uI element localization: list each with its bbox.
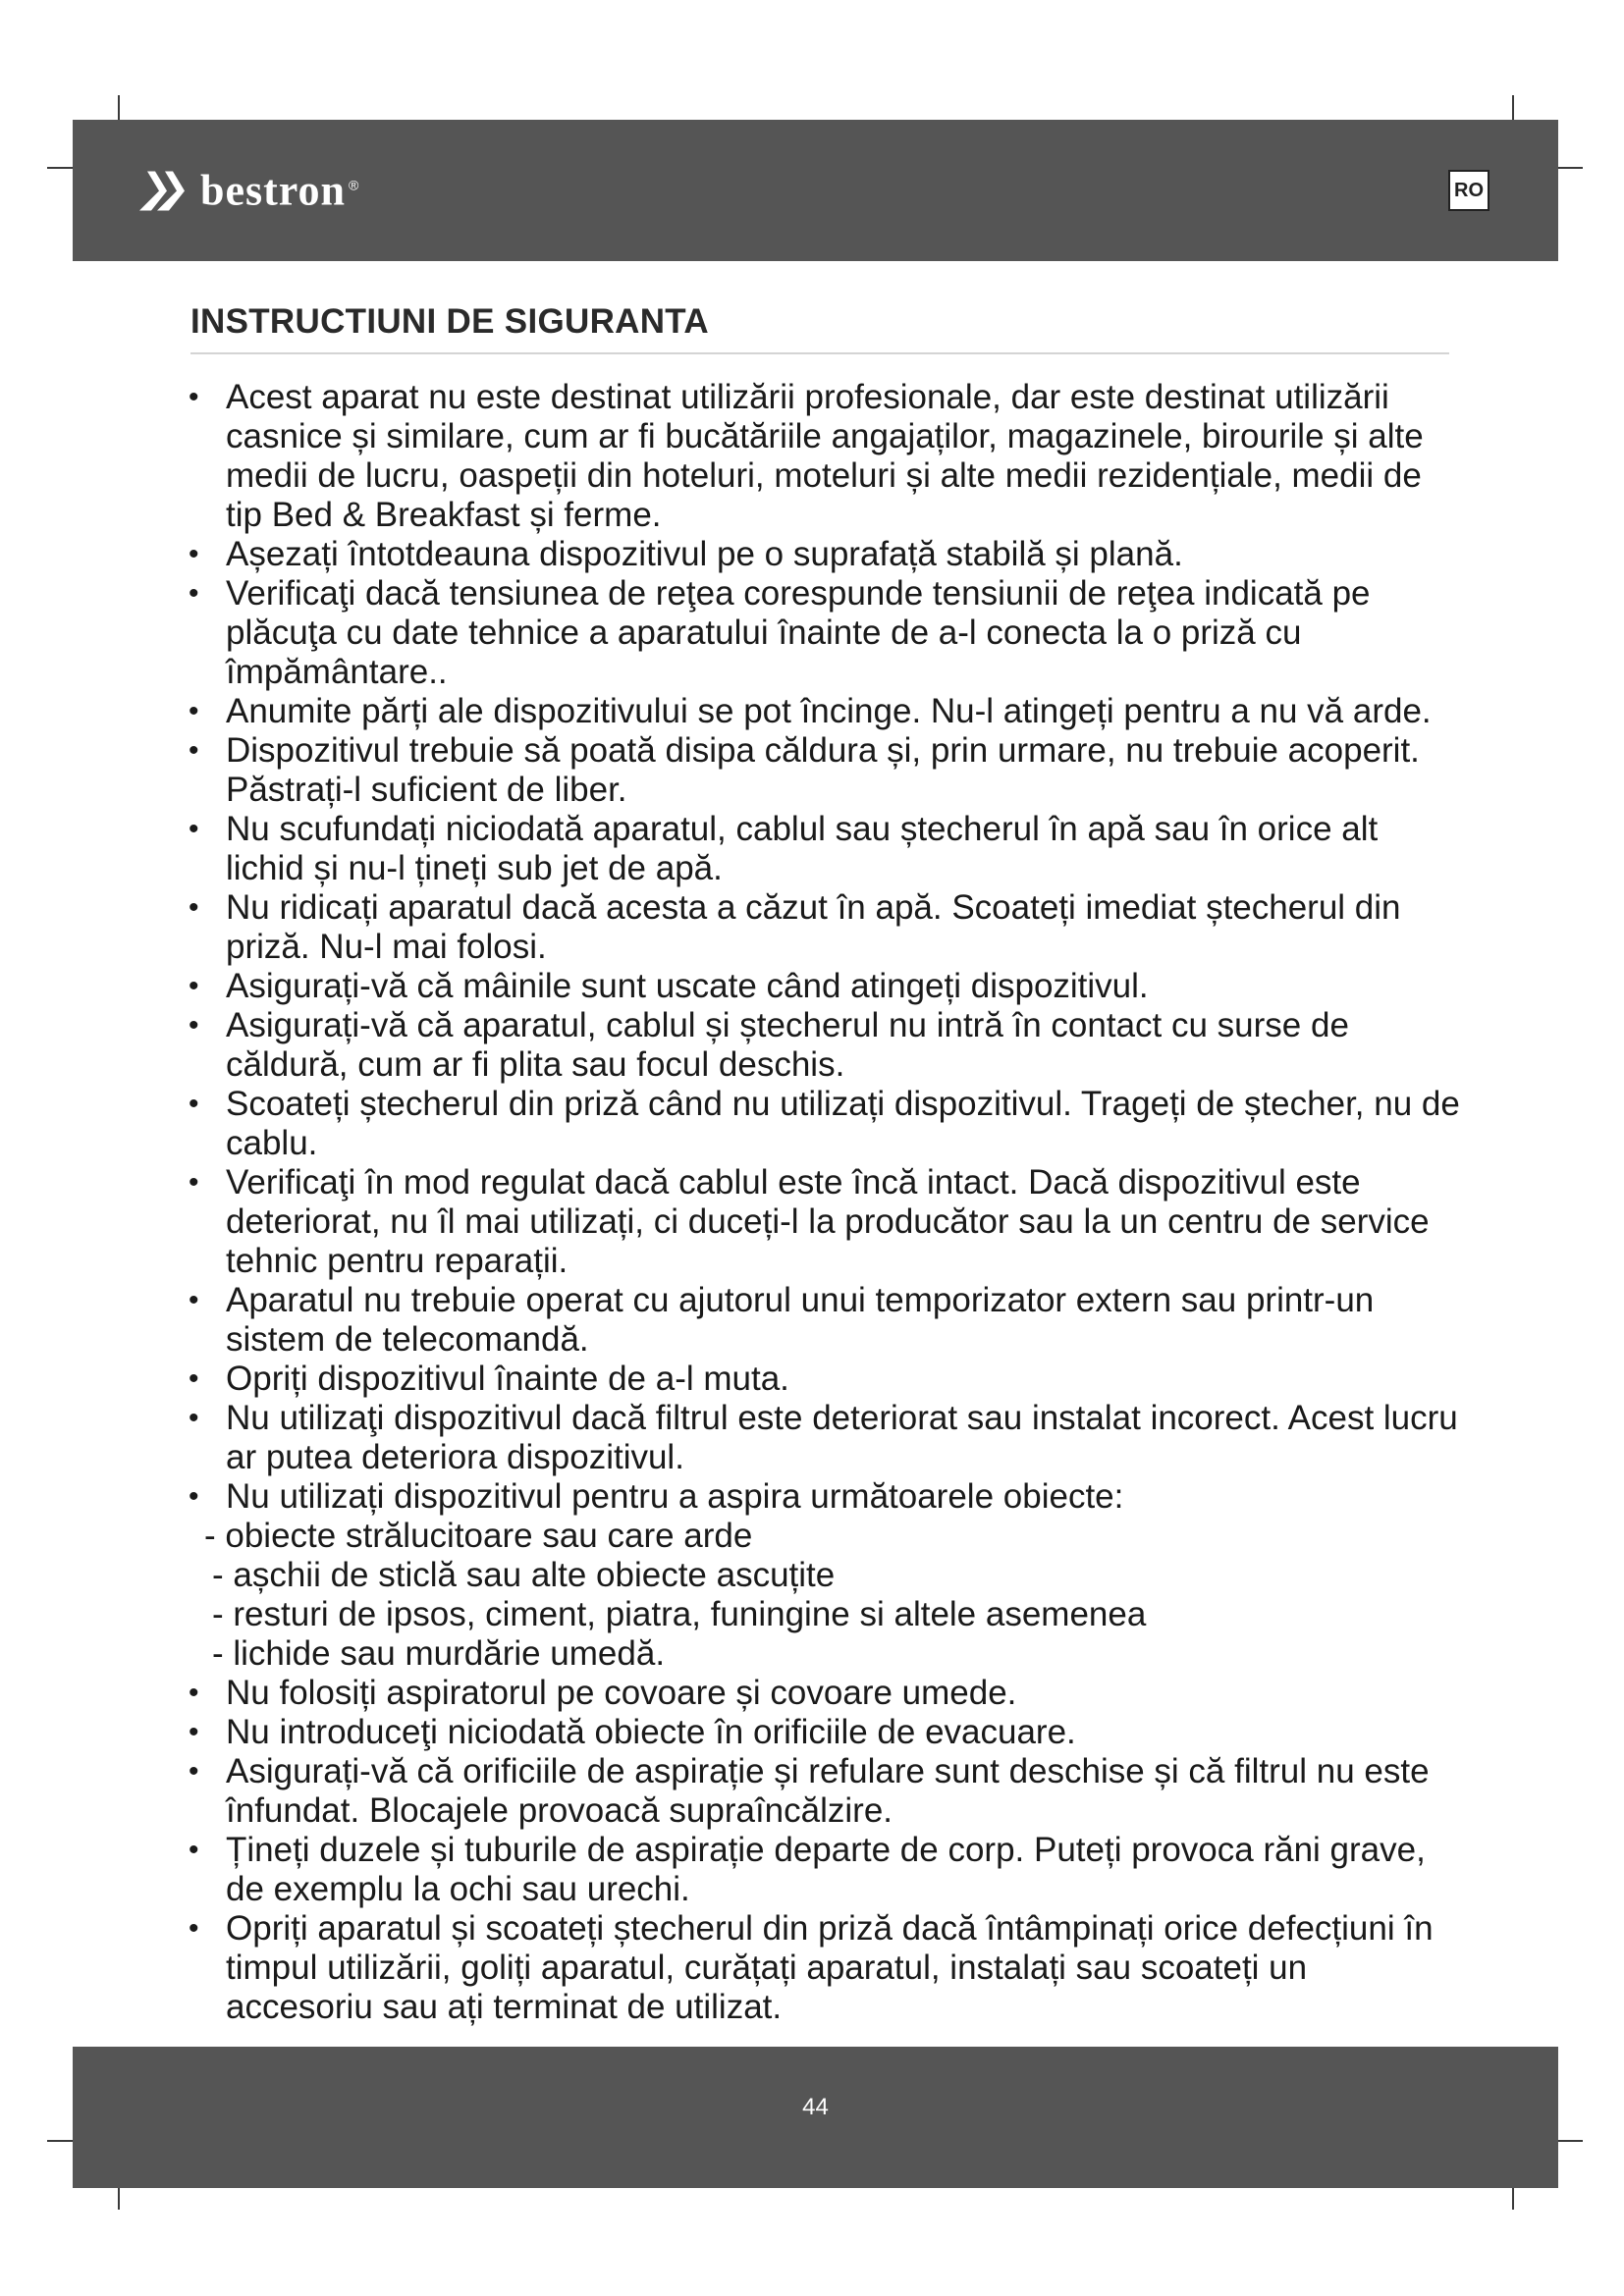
list-item: • Nu introduceţi niciodată obiecte în orificiile de evacuare. [185,1713,1461,1752]
list-item: • Așezați întotdeauna dispozitivul pe o suprafață stabilă și plană. [185,535,1461,574]
brand-name: bestron [200,166,346,215]
sub-list-item: - așchii de sticlă sau alte obiecte ascuțite [212,1556,836,1594]
list-item: • Asigurați-vă că orificiile de aspirație și refulare sunt deschise și că filtrul nu este înfundat. Blocajele provoacă supraîncălzire. [185,1752,1461,1831]
title-divider [190,352,1449,354]
list-item: • Asigurați-vă că aparatul, cablul și ștecherul nu intră în contact cu surse de căldură, cum ar fi plita sau focul deschis. [185,1006,1461,1085]
list-item: • Nu utilizaţi dispozitivul dacă filtrul este deteriorat sau instalat incorect. Acest lucru ar putea deteriora dispozitivul. [185,1399,1461,1477]
sub-list-item: - lichide sau murdărie umedă. [212,1634,666,1673]
section-title: INSTRUCTIUNI DE SIGURANTA [190,302,709,341]
list-item: • Opriți aparatul și scoateți ștecherul din priză dacă întâmpinați orice defecțiuni în timpul utilizării, goliți aparatul, curățați aparatul, instalați sau scoateți un accesoriu sau ați terminat de utilizat. [185,1909,1461,2027]
safety-list-continued [185,1674,1461,2027]
registered-mark: ® [348,177,359,192]
list-item: • Aparatul nu trebuie operat cu ajutorul unui temporizator extern sau printr-un sistem de telecomandă. [185,1281,1461,1360]
list-item: • Anumite părți ale dispozitivului se pot încinge. Nu-l atingeți pentru a nu vă arde. [185,692,1461,731]
list-item: • Țineți duzele și tuburile de aspirație departe de corp. Puteți provoca răni grave, de exemplu la ochi sau urechi. [185,1831,1461,1909]
header-bar [73,120,1558,261]
footer-bar [73,2047,1558,2188]
list-item: • Asigurați-vă că mâinile sunt uscate când atingeți dispozitivul. [185,967,1461,1006]
list-item: • Verificaţi în mod regulat dacă cablul este încă intact. Dacă dispozitivul este deteriorat, nu îl mai utilizați, ci duceți-l la producător sau la un centru de service tehnic pentru reparații. [185,1163,1461,1281]
list-item: • Opriți dispozitivul înainte de a-l muta. [185,1360,1461,1399]
brand-logo [137,166,358,216]
sub-list-item: - resturi de ipsos, ciment, piatra, funingine si altele asemenea [212,1595,1147,1633]
list-item: • Nu scufundați niciodată aparatul, cablul sau ștecherul în apă sau în orice alt lichid și nu-l țineți sub jet de apă. [185,810,1461,888]
list-item: • Verificaţi dacă tensiunea de reţea corespunde tensiunii de reţea indicată pe plăcuţa cu date tehnice a aparatului înainte de a-l conecta la o priză cu împământare.. [185,574,1461,692]
safety-list [185,378,1461,1517]
safety-instructions [185,378,1461,2027]
list-item: • Acest aparat nu este destinat utilizării profesionale, dar este destinat utilizării casnice și similare, cum ar fi bucătăriile angajaților, magazinele, birourile și alte medii de lucru, oaspeții din hoteluri, moteluri și alte medii rezidențiale, medii de tip Bed & Breakfast și ferme. [185,378,1461,535]
language-badge: RO [1448,170,1489,211]
sub-list-item: - obiecte strălucitoare sau care arde [204,1517,753,1555]
list-item: • Nu utilizați dispozitivul pentru a aspira următoarele obiecte: [185,1477,1461,1517]
list-item: • Nu ridicați aparatul dacă acesta a căzut în apă. Scoateți imediat ștecherul din priză. Nu-l mai folosi. [185,888,1461,967]
page-number: 44 [802,2094,829,2120]
brand-chevron-icon [137,171,192,210]
list-item: • Nu folosiți aspiratorul pe covoare și covoare umede. [185,1674,1461,1713]
list-item: • Scoateți ștecherul din priză când nu utilizați dispozitivul. Trageți de ștecher, nu de cablu. [185,1085,1461,1163]
list-item: • Dispozitivul trebuie să poată disipa căldura și, prin urmare, nu trebuie acoperit. Păstrați-l suficient de liber. [185,731,1461,810]
